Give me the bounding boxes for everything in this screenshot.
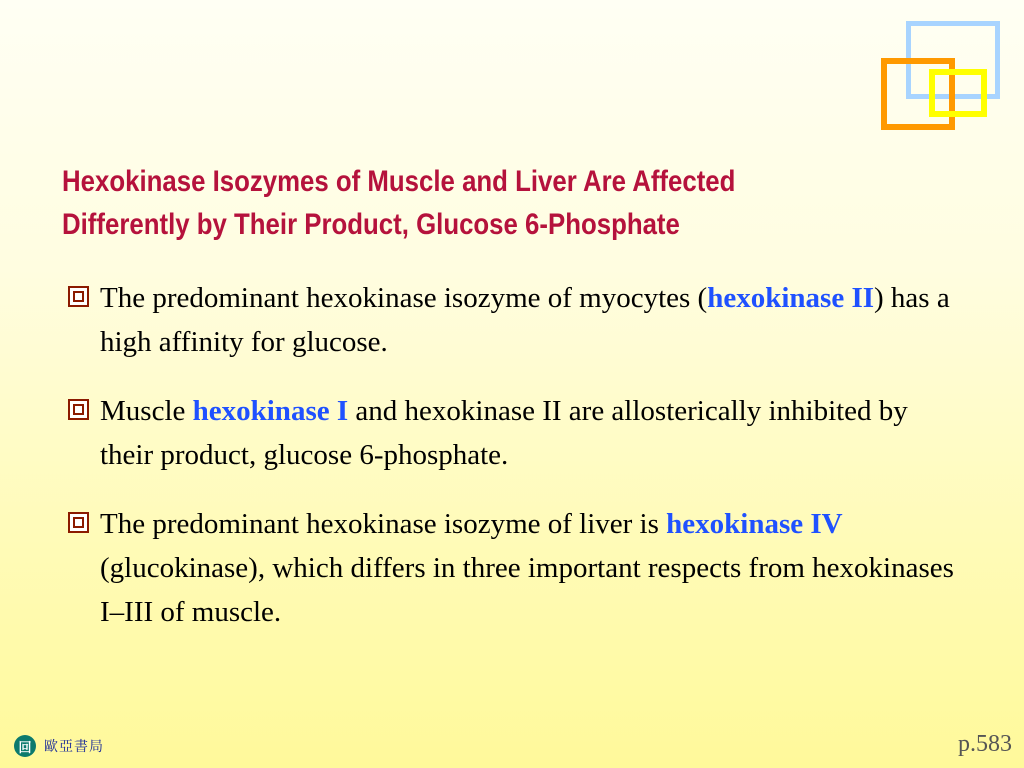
bullet-item <box>66 389 966 477</box>
bullet-text: and hexokinase II are allosterically inhibited by their product, glucose 6-phosphate. <box>100 395 908 471</box>
bullet-text: Muscle <box>100 395 193 427</box>
bullet-highlight: hexokinase I <box>192 395 349 427</box>
bullet-highlight: hexokinase II <box>707 282 875 314</box>
publisher-logo-icon: 回 <box>14 735 36 757</box>
bullet-text: The predominant hexokinase isozyme of liver is <box>100 508 667 540</box>
square-bullet-icon <box>68 286 89 307</box>
slide-title-line-2: Differently by Their Product, Glucose 6-Phosphate <box>62 208 680 241</box>
bullet-list <box>66 276 966 659</box>
bullet-item <box>66 502 966 634</box>
bullet-text: (glucokinase), which differs in three important respects from hexokinases I–III of muscle. <box>100 552 954 628</box>
page-number: p.583 <box>958 731 1012 757</box>
square-bullet-icon <box>68 399 89 420</box>
publisher-name: 歐亞書局 <box>44 739 104 755</box>
bullet-item <box>66 276 966 364</box>
decor-square-yellow <box>929 69 987 117</box>
slide-title <box>62 160 767 246</box>
bullet-text: ) has a high affinity for glucose. <box>100 282 950 358</box>
slide-title-line-1: Hexokinase Isozymes of Muscle and Liver Are Affected <box>62 165 736 198</box>
bullet-highlight: hexokinase IV <box>666 508 843 540</box>
publisher-logo <box>14 735 104 757</box>
square-bullet-icon <box>68 512 89 533</box>
bullet-text: The predominant hexokinase isozyme of myocytes ( <box>100 282 708 314</box>
